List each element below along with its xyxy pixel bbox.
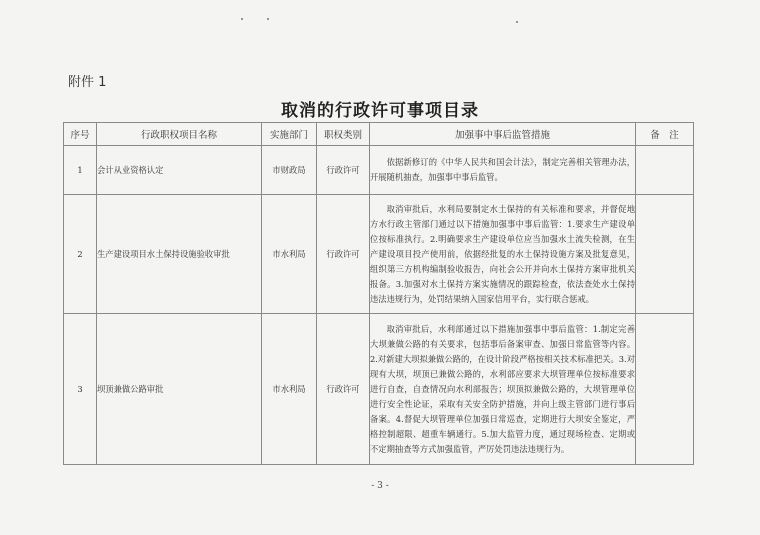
header-department: 实施部门 <box>262 123 317 146</box>
header-item-name: 行政职权项目名称 <box>97 123 262 146</box>
cell-item-name: 坝顶兼做公路审批 <box>97 314 262 465</box>
page-title: 取消的行政许可事项目录 <box>281 101 479 121</box>
scan-speck <box>267 18 269 20</box>
cell-category: 行政许可 <box>317 314 370 465</box>
table-row <box>64 146 694 195</box>
cell-remarks <box>636 195 694 314</box>
header-measures: 加强事中事后监管措施 <box>370 123 636 146</box>
table-row <box>64 195 694 314</box>
cell-department: 市水利局 <box>262 195 317 314</box>
header-category: 职权类别 <box>317 123 370 146</box>
cell-remarks <box>636 146 694 195</box>
scan-speck <box>516 21 518 23</box>
table-header-row <box>64 123 694 146</box>
cell-seq: 1 <box>64 146 97 195</box>
items-table <box>63 122 694 465</box>
header-seq: 序号 <box>64 123 97 146</box>
cell-measures: 取消审批后，水利局要制定水土保持的有关标准和要求，并督促地方水行政主管部门通过以下措施加强事中事后监管：1.要求生产建设单位按标准执行。2.明确要求生产建设单位应当加强水土流失检测，在生产建设项目投产使用前，依据经批复的水土保持设施方案及批复意见，组织第三方机构编制验收报告，向社会公开并向水土保持方案审批机关报备。3.加强对水土保持方案实施情况的跟踪检查，依法查处水土保持违法违规行为，处罚结果纳入国家信用平台，实行联合惩戒。 <box>370 195 636 314</box>
cell-department: 市财政局 <box>262 146 317 195</box>
cell-department: 市水利局 <box>262 314 317 465</box>
cell-item-name: 生产建设项目水土保持设施验收审批 <box>97 195 262 314</box>
scan-speck <box>241 18 243 20</box>
annex-label: 附件 1 <box>68 75 107 90</box>
cell-category: 行政许可 <box>317 195 370 314</box>
cell-seq: 3 <box>64 314 97 465</box>
table-row <box>64 314 694 465</box>
page-number: - 3 - <box>371 481 389 491</box>
cell-remarks <box>636 314 694 465</box>
cell-category: 行政许可 <box>317 146 370 195</box>
cell-measures: 依据新修订的《中华人民共和国会计法》，制定完善相关管理办法，开展随机抽查，加强事中事后监管。 <box>370 146 636 195</box>
cell-seq: 2 <box>64 195 97 314</box>
cell-item-name: 会计从业资格认定 <box>97 146 262 195</box>
header-remarks: 备 注 <box>636 123 694 146</box>
cell-measures: 取消审批后，水利部通过以下措施加强事中事后监管：1.制定完善大坝兼做公路的有关要求，包括事后备案审查、加强日常监管等内容。2.对新建大坝拟兼做公路的，在设计阶段严格按相关技术标准把关。3.对现有大坝，坝顶已兼做公路的，水利部应要求大坝管理单位按标准要求进行自查，自查情况向水利部报告；坝顶拟兼做公路的，大坝管理单位进行安全性论证，采取有关安全防护措施，并向上级主管部门进行事后备案。4.督促大坝管理单位加强日常巡查，定期进行大坝安全鉴定，严格控制超限、超重车辆通行。5.加大监管力度，通过现场检查、定期或不定期抽查等方式加强监管，严厉处罚违法违规行为。 <box>370 314 636 465</box>
